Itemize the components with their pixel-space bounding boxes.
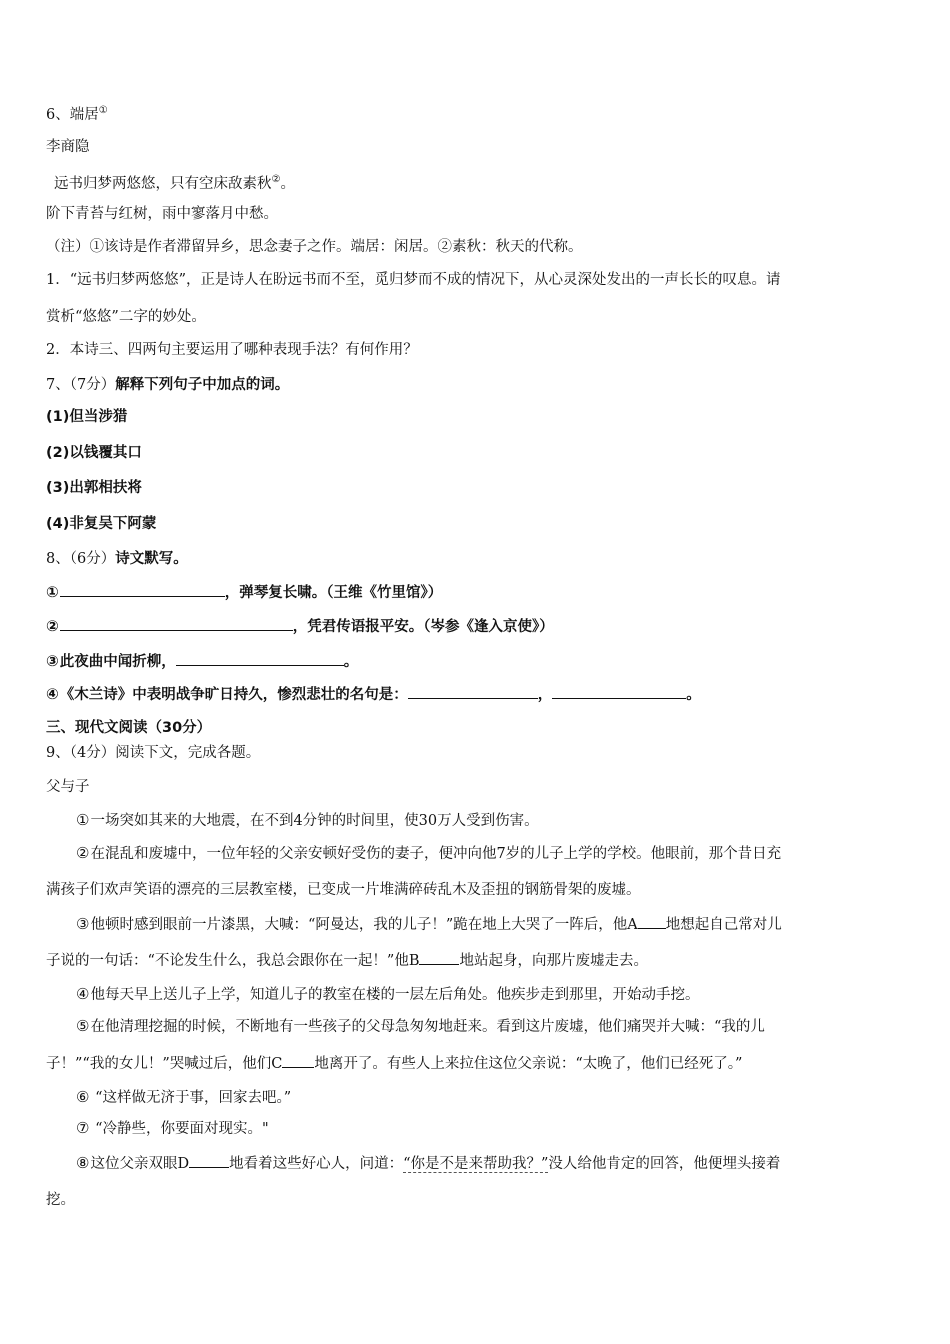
paragraph-6: ⑥ “这样做无济于事，回家去吧。” bbox=[76, 1088, 292, 1106]
question-8-item-2: ② ，凭君传语报平安。（岑参《逢入京使》） bbox=[46, 617, 554, 635]
answer-blank[interactable] bbox=[176, 651, 344, 666]
poem-note: （注）①该诗是作者滞留异乡，思念妻子之作。端居：闲居。②素秋：秋天的代称。 bbox=[46, 239, 583, 255]
question-7-item-1: (1)但当涉猎 bbox=[46, 409, 128, 425]
question-8-item-4: ④《木兰诗》中表明战争旷日持久，惨烈悲壮的名句是： ， 。 bbox=[46, 685, 701, 703]
question-8-item-1: ① ，弹琴复长啸。（王维《竹里馆》） bbox=[46, 583, 443, 601]
answer-blank[interactable] bbox=[638, 914, 666, 929]
question-1-line-2: 赏析“悠悠”二字的妙处。 bbox=[46, 309, 206, 325]
question-7-item-2: (2)以钱覆其口 bbox=[46, 445, 142, 461]
poem-title: 6、端居① bbox=[46, 105, 108, 123]
answer-blank[interactable] bbox=[60, 616, 293, 631]
paragraph-7: ⑦ “冷静些，你要面对现实。" bbox=[76, 1119, 269, 1137]
poem-line-1: 远书归梦两悠悠，只有空床敌素秋②。 bbox=[54, 174, 295, 192]
paragraph-5-line-2: 子！”“我的女儿！”哭喊过后，他们C 地离开了。有些人上来拉住这位父亲说：“太晚了，他们已经死了。” bbox=[46, 1053, 742, 1074]
paragraph-5-line-1: ⑤在他清理挖掘的时候，不断地有一些孩子的父母急匆匆地赶来。看到这片废墟，他们痛哭并大喊：“我的儿 bbox=[76, 1017, 765, 1035]
question-8-heading: 8、（6分）诗文默写。 bbox=[46, 551, 188, 567]
question-7-heading: 7、（7分）解释下列句子中加点的词。 bbox=[46, 377, 290, 393]
answer-blank[interactable] bbox=[408, 684, 538, 699]
question-7-item-3: (3)出郭相扶将 bbox=[46, 480, 142, 496]
poem-author: 李商隐 bbox=[46, 139, 90, 155]
poem-line-2: 阶下青苔与红树，雨中寥落月中愁。 bbox=[46, 206, 278, 222]
paragraph-2-line-1: ②在混乱和废墟中，一位年轻的父亲安顿好受伤的妻子，便冲向他7岁的儿子上学的学校。他眼前，那个昔日充 bbox=[76, 844, 782, 862]
section-heading: 三、现代文阅读（30分） bbox=[46, 720, 212, 736]
paragraph-8-line-1: ⑧这位父亲双眼D 地看着这些好心人，问道：“你是不是来帮助我？”没人给他肯定的回答，他便埋头接着 bbox=[76, 1154, 781, 1172]
question-8-item-3: ③此夜曲中闻折柳， 。 bbox=[46, 652, 359, 670]
paragraph-2-line-2: 满孩子们欢声笑语的漂亮的三层教室楼，已变成一片堆满碎砖乱木及歪扭的钢筋骨架的废墟。 bbox=[46, 882, 641, 898]
answer-blank[interactable] bbox=[282, 1053, 314, 1068]
paragraph-3-line-2: 子说的一句话：“不论发生什么，我总会跟你在一起！”他B 地站起身，向那片废墟走去。 bbox=[46, 950, 648, 971]
paragraph-3-line-1: ③他顿时感到眼前一片漆黑，大喊：“阿曼达，我的儿子！”跪在地上大哭了一阵后，他A 地想起自己常对儿 bbox=[76, 915, 782, 933]
question-9-heading: 9、（4分）阅读下文，完成各题。 bbox=[46, 745, 261, 761]
question-1-line-1: 1．“远书归梦两悠悠”，正是诗人在盼远书而不至，觅归梦而不成的情况下，从心灵深处发出的一声长长的叹息。请 bbox=[46, 272, 781, 288]
paragraph-4: ④他每天早上送儿子上学，知道儿子的教室在楼的一层左后角处。他疾步走到那里，开始动手挖。 bbox=[76, 985, 700, 1003]
question-7-item-4: (4)非复吴下阿蒙 bbox=[46, 516, 157, 532]
answer-blank[interactable] bbox=[60, 582, 225, 597]
answer-blank[interactable] bbox=[419, 950, 459, 965]
answer-blank[interactable] bbox=[189, 1153, 229, 1168]
answer-blank[interactable] bbox=[552, 684, 686, 699]
paragraph-1: ①一场突如其来的大地震，在不到4分钟的时间里，使30万人受到伤害。 bbox=[76, 811, 539, 829]
passage-title: 父与子 bbox=[46, 779, 90, 795]
question-2: 2．本诗三、四两句主要运用了哪种表现手法？有何作用？ bbox=[46, 342, 418, 358]
paragraph-8-line-2: 挖。 bbox=[46, 1192, 75, 1208]
